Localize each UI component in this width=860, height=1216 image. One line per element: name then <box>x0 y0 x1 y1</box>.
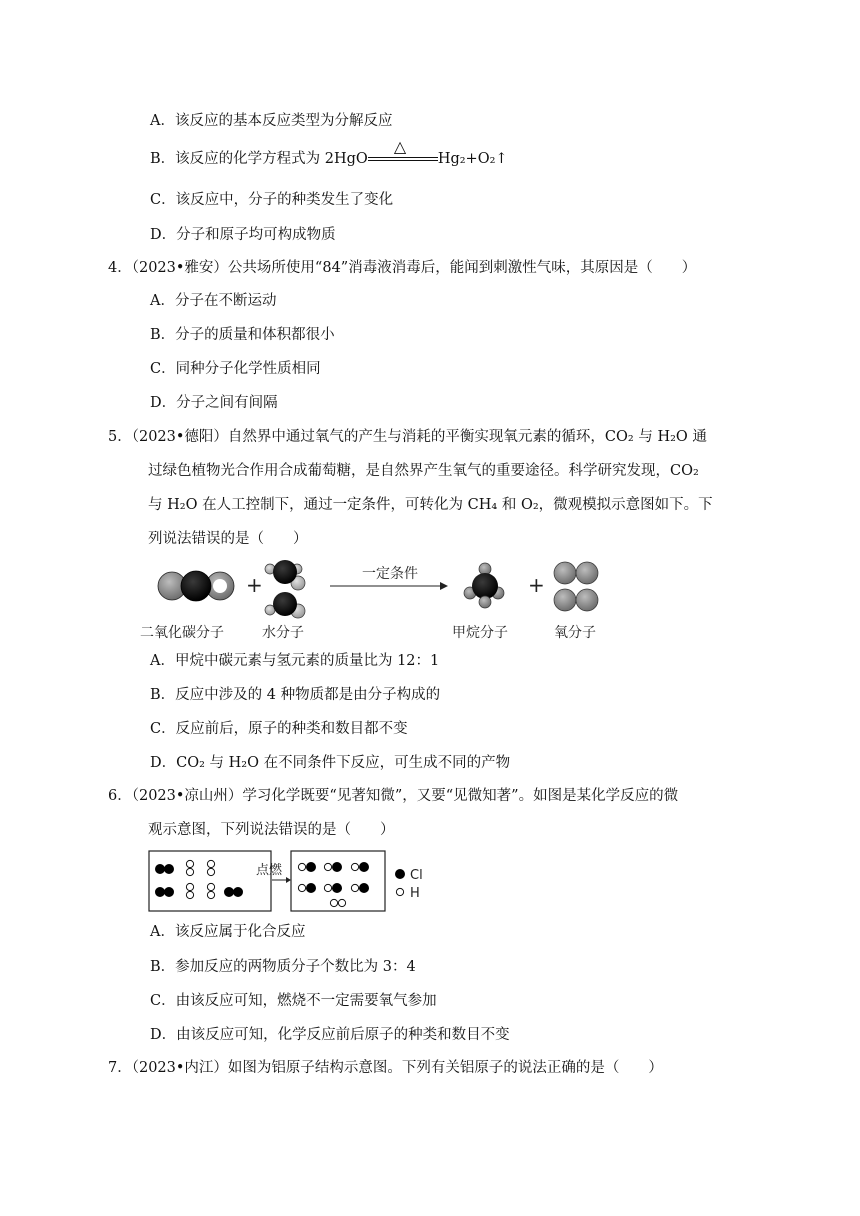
legend-h: H <box>410 886 420 901</box>
o2-molecule-icon <box>554 562 598 611</box>
legend-cl: Cl <box>410 868 423 883</box>
label-ch4: 甲烷分子 <box>452 625 508 641</box>
h-atom-legend-icon <box>396 888 403 895</box>
q3-option-d: D．分子和原子均可构成物质 <box>150 227 336 243</box>
q5-stem-line4: 列说法错误的是（ ） <box>148 531 308 547</box>
q4-option-d: D．分子之间有间隔 <box>150 395 278 411</box>
equation-arrow <box>368 137 438 169</box>
q5-option-c: C．反应前后，原子的种类和数目都不变 <box>150 721 408 737</box>
q6-option-d: D．由该反应可知，化学反应前后原子的种类和数目不变 <box>150 1027 510 1043</box>
q6-option-c: C．由该反应可知，燃烧不一定需要氧气参加 <box>150 993 437 1009</box>
q7-stem: 7．（2023•内江）如图为铝原子结构示意图。下列有关铝原子的说法正确的是（ ） <box>108 1060 663 1076</box>
products-box <box>291 851 385 911</box>
q4-option-c: C．同种分子化学性质相同 <box>150 361 321 377</box>
q3-option-c: C．该反应中，分子的种类发生了变化 <box>150 192 394 208</box>
q5-option-a: A．甲烷中碳元素与氢元素的质量比为 12：1 <box>150 653 440 669</box>
q6-option-b: B．参加反应的两物质分子个数比为 3：4 <box>150 959 416 975</box>
q5-stem-line3: 与 H₂O 在人工控制下，通过一定条件，可转化为 CH₄ 和 O₂，微观模拟示意图如下。下 <box>148 497 713 513</box>
q6-stem-line2: 观示意图，下列说法错误的是（ ） <box>148 822 395 838</box>
q3-option-a: A．该反应的基本反应类型为分解反应 <box>150 113 393 129</box>
ch4-molecule-icon <box>464 563 504 608</box>
q6-stem-line1: 6．（2023•凉山州）学习化学既要“见著知微”，又要“见微知著”。如图是某化学反应的微 <box>108 788 679 804</box>
co2-molecule-icon <box>158 571 234 601</box>
q5-stem-line1: 5．（2023•德阳）自然界中通过氧气的产生与消耗的平衡实现氧元素的循环，CO₂ 与 H₂O 通 <box>108 429 707 445</box>
q5-option-d: D．CO₂ 与 H₂O 在不同条件下反应，可生成不同的产物 <box>150 755 511 771</box>
q3-option-b-products: Hg₂+O₂↑ <box>437 151 508 167</box>
label-co2: 二氧化碳分子 <box>140 625 224 641</box>
plus-sign-1: + <box>246 573 263 597</box>
reaction-condition: 一定条件 <box>362 566 418 582</box>
q4-option-a: A．分子在不断运动 <box>150 293 277 309</box>
label-o2: 氧分子 <box>554 625 596 641</box>
heat-condition-symbol: △ <box>393 137 407 156</box>
q6-option-a: A．该反应属于化合反应 <box>150 924 306 940</box>
q4-stem: 4．（2023•雅安）公共场所使用“84”消毒液消毒后，能闻到刺激性气味，其原因是（ ） <box>108 260 697 276</box>
q6-condition: 点燃 <box>256 863 283 878</box>
q5-stem-line2: 过绿色植物光合作用合成葡萄糖，是自然界产生氧气的重要途径。科学研究发现，CO₂ <box>148 463 699 479</box>
reactants-box <box>149 851 271 911</box>
h2o-molecule-icon <box>265 560 305 618</box>
q5-option-b: B．反应中涉及的 4 种物质都是由分子构成的 <box>150 687 441 703</box>
q5-reaction-diagram <box>140 556 620 646</box>
plus-sign-2: + <box>528 573 545 597</box>
label-h2o: 水分子 <box>262 625 304 641</box>
q6-reaction-diagram <box>148 850 448 914</box>
q3-option-b-prefix: B．该反应的化学方程式为 2HgO <box>150 151 368 167</box>
q4-option-b: B．分子的质量和体积都很小 <box>150 327 335 343</box>
cl-atom-legend-icon <box>395 869 405 879</box>
q3-option-b <box>150 137 508 169</box>
